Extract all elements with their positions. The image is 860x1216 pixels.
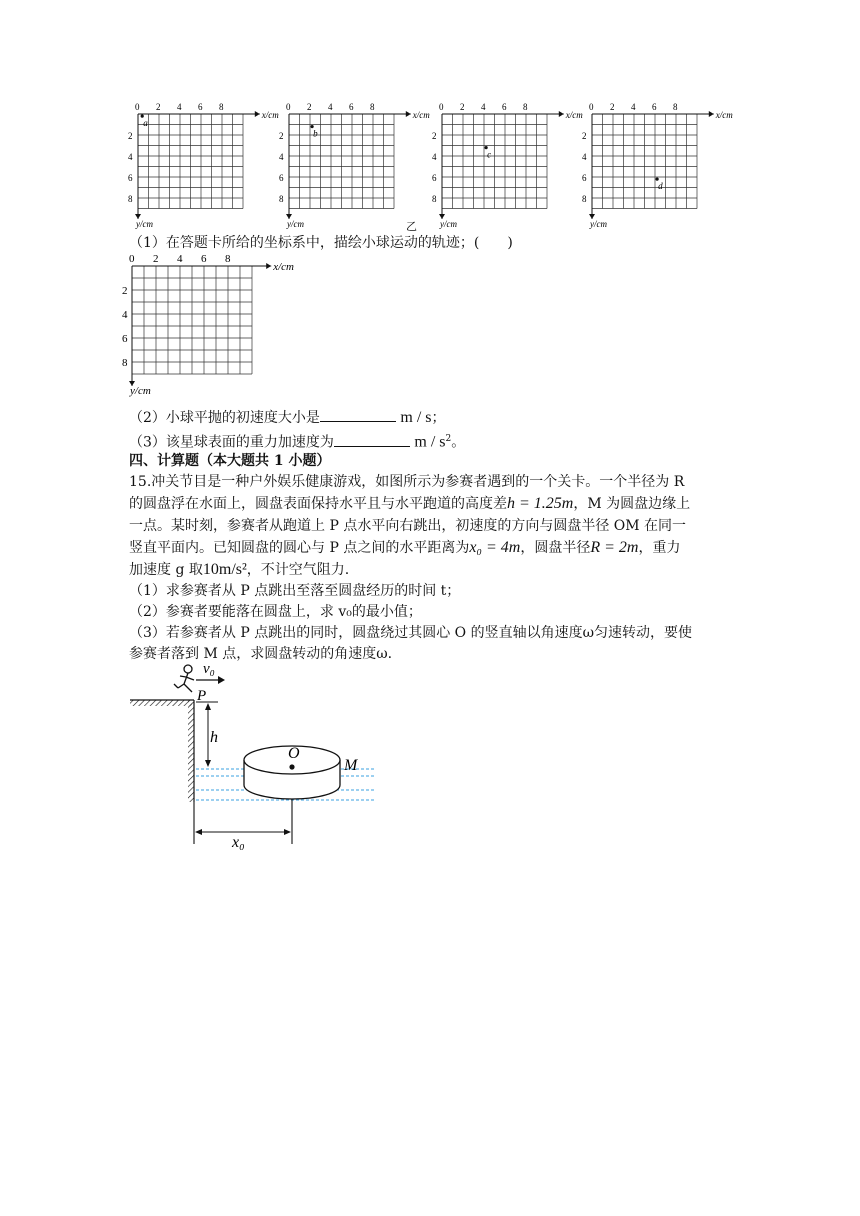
question-3-unit-exp: 2 [445, 434, 452, 444]
problem-line-4 [129, 538, 680, 558]
x-tick-label: 8 [673, 102, 678, 112]
x-tick-label: 6 [201, 253, 207, 265]
radius-equation: R = 2m [590, 539, 639, 556]
y-tick-label: 4 [279, 152, 284, 162]
y-tick-label: 2 [128, 131, 133, 141]
y-tick-label: 6 [432, 173, 437, 183]
sub-question-3b: 参赛者落到 M 点，求圆盘转动的角速度ω. [129, 646, 393, 662]
sub-question-1: （1）求参赛者从 P 点跳出至落至圆盘经历的时间 t； [129, 583, 461, 599]
point-label: c [487, 149, 492, 160]
height-arrowhead-down [205, 760, 211, 767]
label-h: h [210, 729, 218, 746]
problem-line-4a: 竖直平面内。已知圆盘的圆心与 P 点之间的水平距离为 [129, 540, 470, 556]
x-tick-label: 6 [198, 102, 203, 112]
height-arrowhead-up [205, 703, 211, 710]
x-tick-label: 0 [135, 102, 140, 112]
x-axis-arrow [266, 263, 271, 269]
distance-arrowhead-left [195, 829, 202, 835]
y-axis-label: y/cm [130, 385, 151, 397]
label-M: M [344, 757, 358, 774]
problem-line-2a: 的圆盘浮在水面上，圆盘表面保持水平且与水平跑道的高度差 [129, 496, 507, 512]
question-2-unit: m / s [400, 409, 432, 426]
question-3-text: （3）该星球表面的重力加速度为 [129, 434, 334, 451]
x-tick-label: 2 [460, 102, 465, 112]
label-x0: x₀ [232, 834, 245, 851]
wall-hatch [188, 700, 194, 802]
y-tick-label: 8 [432, 194, 437, 204]
x-tick-label: 0 [286, 102, 291, 112]
question-2-text: （2）小球平抛的初速度大小是 [129, 410, 320, 426]
problem-line-2 [129, 494, 690, 514]
y-tick-label: 8 [279, 194, 284, 204]
x-axis-arrow [559, 111, 564, 117]
x-tick-label: 4 [177, 253, 183, 265]
label-O: O [288, 745, 300, 762]
x-tick-label: 6 [652, 102, 657, 112]
answer-grid [122, 252, 322, 402]
x-tick-label: 4 [631, 102, 636, 112]
problem-line-5 [129, 560, 349, 580]
x-tick-label: 6 [349, 102, 354, 112]
y-tick-label: 8 [128, 194, 133, 204]
x-tick-label: 2 [610, 102, 615, 112]
y-tick-label: 4 [128, 152, 133, 162]
y-tick-label: 8 [122, 357, 128, 369]
question-3-unit: m / s [414, 433, 446, 451]
problem-line-2b: ，M 为圆盘边缘上 [573, 496, 691, 512]
answer-blank-3[interactable] [334, 432, 410, 447]
grid-d [582, 100, 733, 230]
problem-line-4b: ，圆盘半径 [520, 540, 591, 556]
section-title: 四、计算题（本大题共 1 小题） [129, 453, 331, 469]
x-tick-label: 8 [219, 102, 224, 112]
y-tick-label: 8 [582, 194, 587, 204]
y-axis-label: y/cm [287, 219, 304, 229]
problem-line-5a: 加速度 g 取 [129, 562, 203, 578]
y-axis-label: y/cm [440, 219, 457, 229]
x-tick-label: 4 [328, 102, 333, 112]
x-axis-label: x/cm [715, 110, 733, 120]
x-axis-arrow [255, 111, 260, 117]
x-tick-label: 4 [481, 102, 486, 112]
x-axis-label: x/cm [412, 110, 430, 120]
x-tick-label: 2 [307, 102, 312, 112]
x-axis-arrow [406, 111, 411, 117]
height-equation: h = 1.25m [507, 495, 574, 512]
problem-line-1: 15.冲关节目是一种户外娱乐健康游戏，如图所示为参赛者遇到的一个关卡。一个半径为 R [129, 474, 685, 490]
x-tick-label: 8 [370, 102, 375, 112]
y-tick-label: 4 [432, 152, 437, 162]
x-tick-label: 4 [177, 102, 182, 112]
point-label: b [313, 128, 318, 139]
sub-question-3a: （3）若参赛者从 P 点跳出的同时，圆盘绕过其圆心 O 的竖直轴以角速度ω匀速转动，要使 [129, 625, 693, 641]
x-tick-label: 8 [225, 253, 231, 265]
question-3-suffix: 。 [451, 434, 466, 451]
y-tick-label: 2 [582, 131, 587, 141]
y-axis-label: y/cm [590, 219, 607, 229]
y-tick-label: 2 [279, 131, 284, 141]
jump-diagram [126, 656, 386, 851]
problem-line-4c: ，重力 [638, 540, 681, 556]
x-tick-label: 6 [502, 102, 507, 112]
question-3 [129, 429, 465, 453]
answer-blank-2[interactable] [320, 407, 396, 422]
x-tick-label: 2 [153, 253, 159, 265]
grid-b [279, 100, 430, 230]
x-axis-label: x/cm [273, 261, 294, 273]
x-axis-arrow [709, 111, 714, 117]
grid-c [432, 100, 583, 230]
y-axis-label: y/cm [136, 219, 153, 229]
x-axis-label: x/cm [565, 110, 583, 120]
y-tick-label: 6 [128, 173, 133, 183]
y-tick-label: 4 [122, 309, 128, 321]
question-2 [129, 407, 446, 428]
x-tick-label: 0 [439, 102, 444, 112]
y-tick-label: 6 [122, 333, 128, 345]
runner-icon [174, 665, 194, 692]
x-tick-label: 0 [129, 253, 135, 265]
track-hatch [130, 700, 192, 706]
velocity-arrowhead [218, 676, 225, 684]
x-tick-label: 2 [156, 102, 161, 112]
y-tick-label: 6 [582, 173, 587, 183]
distance-equation: x₀ = 4m [469, 539, 521, 556]
x-tick-label: 0 [589, 102, 594, 112]
x-tick-label: 8 [523, 102, 528, 112]
y-tick-label: 2 [122, 285, 128, 297]
point-label: d [658, 181, 663, 192]
problem-line-3: 一点。某时刻，参赛者从跑道上 P 点水平向右跳出，初速度的方向与圆盘半径 OM 在同一 [129, 518, 687, 534]
distance-arrowhead-right [284, 829, 291, 835]
x-axis-label: x/cm [261, 110, 279, 120]
disc-center [289, 764, 294, 769]
figure-caption: 乙 [406, 220, 417, 233]
gravity-value: 10m/s² [202, 561, 247, 578]
label-P: P [197, 688, 207, 704]
y-tick-label: 4 [582, 152, 587, 162]
point-label: a [143, 118, 148, 129]
question-1: （1）在答题卡所给的坐标系中，描绘小球运动的轨迹；( ) [129, 235, 513, 251]
grid-a [128, 100, 279, 230]
sub-question-2: （2）参赛者要能落在圆盘上，求 v₀的最小值； [129, 604, 422, 620]
question-2-suffix: ； [431, 410, 446, 426]
label-v0: v₀ [203, 661, 215, 677]
y-tick-label: 6 [279, 173, 284, 183]
problem-line-5b: ，不计空气阻力. [246, 562, 350, 578]
y-tick-label: 2 [432, 131, 437, 141]
